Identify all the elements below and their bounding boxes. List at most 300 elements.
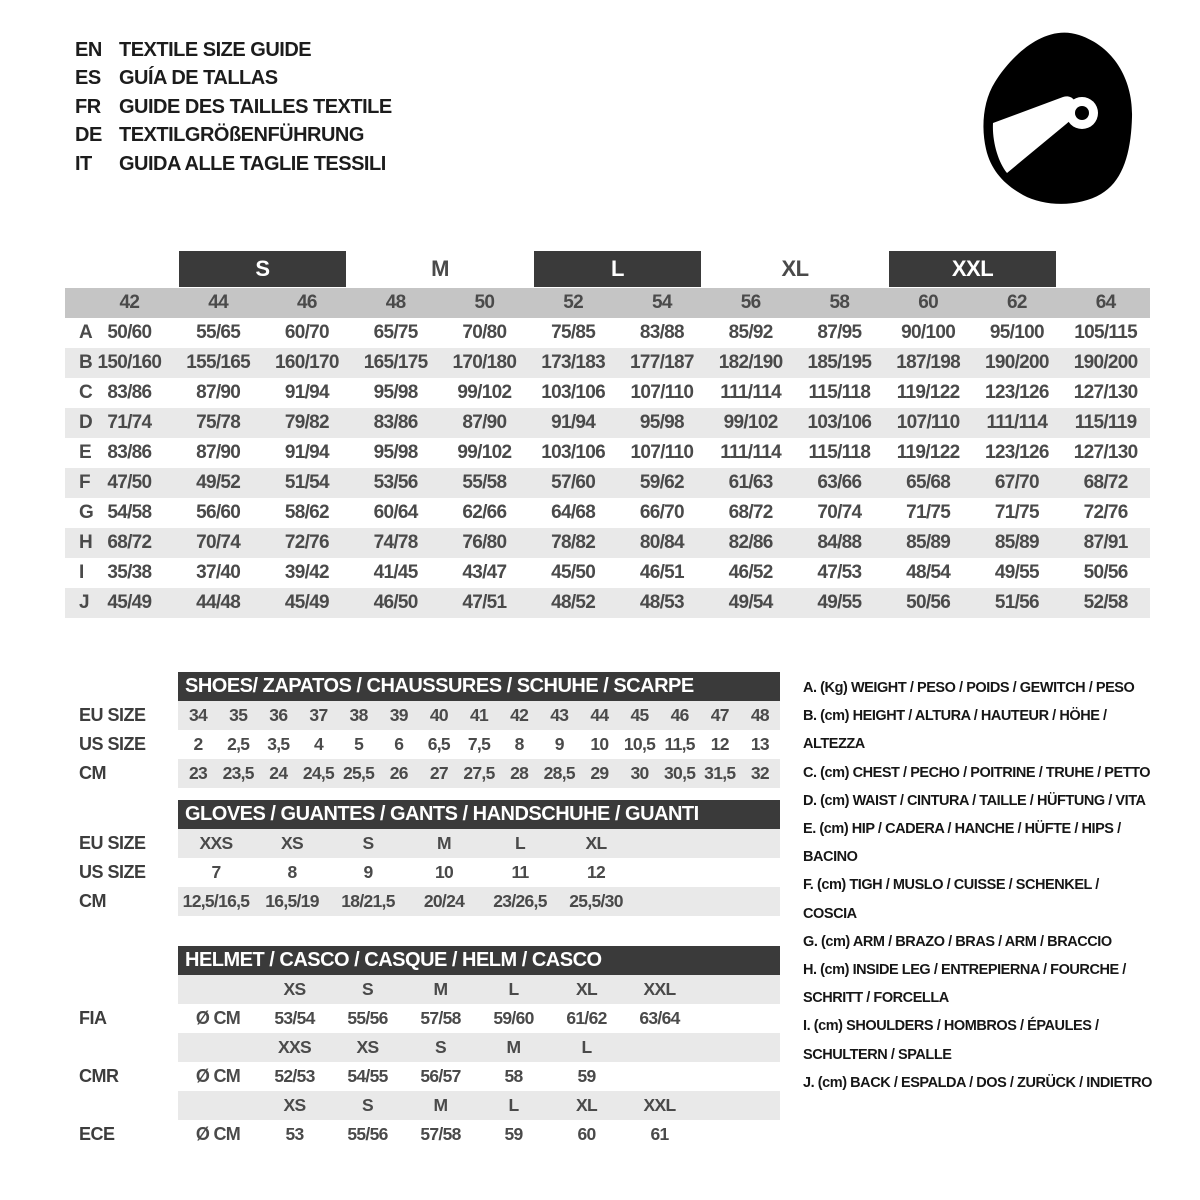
- size-value: 9: [554, 734, 564, 754]
- row-label: US SIZE: [79, 734, 146, 754]
- size-value: 36: [269, 705, 288, 725]
- size-value: L: [515, 833, 525, 853]
- gloves-row: [65, 887, 780, 916]
- numeric-size: 52: [563, 292, 583, 313]
- legend-item: F. (cm) TIGH / MUSLO / CUISSE / SCHENKEL / COSCIA: [803, 877, 1099, 922]
- size-value: 62/66: [462, 502, 507, 523]
- row-label: E: [79, 442, 91, 463]
- shoes-row: [65, 759, 780, 788]
- language-row: [75, 93, 392, 122]
- size-band-s: S: [179, 251, 347, 287]
- measurement-row-i: [65, 558, 1150, 588]
- size-value: 24: [269, 763, 288, 783]
- size-value: 95/98: [373, 382, 418, 403]
- size-value: 170/180: [452, 352, 517, 373]
- size-value: 83/86: [107, 382, 152, 403]
- helmet-size-label: M: [433, 979, 448, 999]
- size-value: 32: [750, 763, 769, 783]
- size-value: 24,5: [302, 763, 335, 783]
- size-value: 48/53: [639, 592, 684, 613]
- helmet-size-row: [65, 1091, 780, 1120]
- row-cells: [178, 1004, 780, 1033]
- legend-item: C. (cm) CHEST / PECHO / POITRINE / TRUHE / PETTO: [803, 764, 1151, 781]
- size-value: 85/92: [728, 322, 773, 343]
- shoes-table-rows: [65, 701, 780, 788]
- size-value: 7: [211, 862, 221, 882]
- numeric-size-row: [65, 288, 1150, 318]
- measurement-row-a: [65, 318, 1150, 348]
- size-value: 47/53: [817, 562, 862, 583]
- gloves-row: [65, 829, 780, 858]
- size-value: 56/60: [196, 502, 241, 523]
- diameter-unit: Ø CM: [195, 1124, 241, 1144]
- numeric-size: 46: [297, 292, 317, 313]
- size-value: 155/165: [186, 352, 251, 373]
- language-row: [75, 150, 392, 179]
- size-value: 48/54: [906, 562, 951, 583]
- diameter-unit: Ø CM: [195, 1066, 241, 1086]
- size-value: 2: [193, 734, 203, 754]
- size-value: 64/68: [551, 502, 596, 523]
- size-value: 105/115: [1074, 322, 1137, 343]
- size-value: 29: [590, 763, 609, 783]
- row-cells: [178, 975, 780, 1004]
- row-cells: [178, 1120, 780, 1149]
- size-value: 61/63: [728, 472, 773, 493]
- row-label: C: [79, 382, 93, 403]
- size-value: 35/38: [107, 562, 152, 583]
- size-value: 103/106: [541, 382, 606, 403]
- shoes-row: [65, 701, 780, 730]
- size-value: 34: [189, 705, 208, 725]
- measurement-row-j: [65, 588, 1150, 618]
- language-row: [75, 36, 392, 65]
- row-label: H: [79, 532, 93, 553]
- helmet-size-value: 57/58: [420, 1008, 461, 1028]
- row-cells: [178, 730, 780, 759]
- size-value: 55/58: [462, 472, 507, 493]
- language-code: IT: [75, 152, 92, 175]
- legend-item: E. (cm) HIP / CADERA / HANCHE / HÜFTE / HIPS / BACINO: [803, 821, 1121, 866]
- size-value: 119/122: [896, 382, 960, 403]
- size-value: 87/90: [196, 382, 241, 403]
- textile-size-table: [65, 250, 1150, 618]
- size-value: 45/49: [107, 592, 152, 613]
- size-value: 49/55: [817, 592, 862, 613]
- row-label: US SIZE: [79, 862, 146, 882]
- size-value: 53/56: [373, 472, 418, 493]
- size-value: XXS: [199, 833, 233, 853]
- guide-title: TEXTILE SIZE GUIDE: [119, 38, 312, 61]
- standard-label: ECE: [79, 1124, 115, 1144]
- size-value: 85/89: [994, 532, 1039, 553]
- size-value: 111/114: [720, 382, 781, 403]
- size-value: 75/85: [551, 322, 596, 343]
- size-value: 16,5/19: [265, 891, 319, 911]
- helmet-size-label: XXS: [278, 1037, 311, 1057]
- size-value: 103/106: [541, 442, 606, 463]
- size-value: 23,5: [222, 763, 254, 783]
- size-value: 9: [363, 862, 373, 882]
- helmet-size-value: 58: [504, 1066, 523, 1086]
- numeric-size: 58: [829, 292, 850, 313]
- helmet-size-value: 60: [577, 1124, 596, 1144]
- guide-title: GUIDA ALLE TAGLIE TESSILI: [119, 152, 386, 175]
- size-value: 95/98: [639, 412, 684, 433]
- size-value: 82/86: [728, 532, 773, 553]
- racing-helmet-icon: [975, 25, 1145, 210]
- size-value: 4: [313, 734, 323, 754]
- numeric-size: 60: [918, 292, 938, 313]
- size-value: 58/62: [284, 502, 329, 523]
- size-value: 91/94: [284, 442, 329, 463]
- size-value: 40: [429, 705, 448, 725]
- size-value: 10: [434, 862, 454, 882]
- size-value: 123/126: [984, 442, 1049, 463]
- size-value: 87/95: [817, 322, 862, 343]
- size-value: 72/76: [284, 532, 329, 553]
- helmet-size-label: S: [362, 979, 373, 999]
- helmet-size-label: L: [508, 979, 519, 999]
- helmet-size-value: 61/62: [566, 1008, 607, 1028]
- size-value: 72/76: [1083, 502, 1128, 523]
- size-value: 68/72: [1083, 472, 1128, 493]
- size-value: 83/88: [639, 322, 684, 343]
- size-value: 20/24: [423, 891, 465, 911]
- numeric-size: 62: [1007, 292, 1027, 313]
- size-value: 48: [750, 705, 769, 725]
- size-value: 12,5/16,5: [182, 891, 250, 911]
- size-value: 60/64: [373, 502, 418, 523]
- size-value: 65/68: [906, 472, 951, 493]
- size-value: 23/26,5: [493, 891, 547, 911]
- row-label: EU SIZE: [79, 705, 146, 725]
- numeric-size: 56: [740, 292, 761, 313]
- shoes-table-title: SHOES/ ZAPATOS / CHAUSSURES / SCHUHE / SCARPE: [178, 672, 780, 701]
- size-value: 75/78: [196, 412, 241, 433]
- size-value: 45/49: [284, 592, 329, 613]
- size-value: 12: [586, 862, 606, 882]
- size-value: 46/51: [639, 562, 684, 583]
- row-cells: [178, 1033, 780, 1062]
- size-value: 63/66: [817, 472, 862, 493]
- size-value: 71/75: [994, 502, 1039, 523]
- size-band-xl: XL: [781, 256, 809, 281]
- size-value: 38: [349, 705, 368, 725]
- helmet-size-label: M: [506, 1037, 521, 1057]
- size-value: 95/98: [373, 442, 418, 463]
- helmet-size-value: 57/58: [420, 1124, 461, 1144]
- size-value: 2,5: [227, 734, 250, 754]
- legend-item: I. (cm) SHOULDERS / HOMBROS / ÉPAULES / SCHULTERN / SPALLE: [803, 1018, 1099, 1063]
- size-value: 50/60: [107, 322, 152, 343]
- measurement-row-d: [65, 408, 1150, 438]
- size-value: 11: [511, 862, 529, 882]
- size-value: 26: [389, 763, 408, 783]
- size-band-m: M: [431, 256, 449, 281]
- size-value: 10,5: [623, 734, 656, 754]
- numeric-size: 50: [474, 292, 495, 313]
- row-cells: [178, 1091, 780, 1120]
- size-value: S: [362, 833, 374, 853]
- measurement-row-g: [65, 498, 1150, 528]
- size-value: 66/70: [639, 502, 684, 523]
- size-value: 85/89: [906, 532, 951, 553]
- size-value: 39: [389, 705, 408, 725]
- size-value: 37: [309, 705, 328, 725]
- size-value: 46: [670, 705, 689, 725]
- size-value: 187/198: [896, 352, 961, 373]
- size-value: 18/21,5: [341, 891, 395, 911]
- helmet-size-label: L: [581, 1037, 592, 1057]
- size-value: 68/72: [107, 532, 152, 553]
- size-value: 44/48: [196, 592, 241, 613]
- size-value: 60/70: [284, 322, 329, 343]
- size-value: 91/94: [551, 412, 596, 433]
- size-value: 46/50: [373, 592, 418, 613]
- helmet-size-label: XS: [356, 1037, 379, 1057]
- size-value: 5: [354, 734, 364, 754]
- size-value: 79/82: [284, 412, 329, 433]
- guide-title: TEXTILGRÖßENFÜHRUNG: [119, 124, 364, 147]
- size-value: 54/58: [107, 502, 152, 523]
- legend-item: D. (cm) WAIST / CINTURA / TAILLE / HÜFTUNG / VITA: [803, 792, 1146, 809]
- size-value: 103/106: [807, 412, 872, 433]
- helmet-size-value: 55/56: [347, 1124, 388, 1144]
- helmet-size-value: 59: [577, 1066, 596, 1086]
- size-value: 52/58: [1083, 592, 1128, 613]
- size-value: 49/55: [994, 562, 1039, 583]
- language-row: [75, 65, 392, 94]
- size-value: 47: [710, 705, 729, 725]
- size-value: 99/102: [457, 442, 512, 463]
- size-value: 70/80: [462, 322, 507, 343]
- gloves-table-rows: [65, 829, 780, 916]
- size-value: 84/88: [817, 532, 862, 553]
- measurement-row-e: [65, 438, 1150, 468]
- size-value: 46/52: [728, 562, 773, 583]
- helmet-size-value: 55/56: [347, 1008, 388, 1028]
- size-value: 25,5: [342, 763, 375, 783]
- size-value: 25,5/30: [569, 891, 623, 911]
- numeric-size: 42: [119, 292, 140, 313]
- numeric-size: 44: [208, 292, 228, 313]
- size-value: 8: [514, 734, 524, 754]
- size-value: 28: [510, 763, 529, 783]
- size-value: 49/54: [728, 592, 773, 613]
- size-value: 43: [550, 705, 569, 725]
- legend-item: H. (cm) INSIDE LEG / ENTREPIERNA / FOURCHE / SCHRITT / FORCELLA: [803, 962, 1126, 1007]
- helmet-size-value: 59: [504, 1124, 523, 1144]
- size-value: 115/118: [808, 382, 871, 403]
- size-value: 190/200: [984, 352, 1049, 373]
- size-value: 78/82: [551, 532, 596, 553]
- size-value: 83/86: [373, 412, 418, 433]
- size-value: 35: [229, 705, 248, 725]
- size-value: 47/51: [462, 592, 507, 613]
- size-value: 71/74: [107, 412, 152, 433]
- row-label: CM: [79, 763, 106, 783]
- size-value: 95/100: [989, 322, 1044, 343]
- guide-title: GUIDE DES TAILLES TEXTILE: [119, 95, 392, 118]
- shoes-size-table: [65, 672, 780, 788]
- numeric-size: 54: [652, 292, 672, 313]
- size-value: 28,5: [543, 763, 575, 783]
- size-value: 6: [394, 734, 404, 754]
- size-value: 47/50: [107, 472, 152, 493]
- helmet-size-row: [65, 975, 780, 1004]
- size-value: 41: [469, 705, 489, 725]
- numeric-size: 48: [385, 292, 406, 313]
- size-value: 49/52: [196, 472, 241, 493]
- size-value: 107/110: [630, 442, 694, 463]
- size-value: 59/62: [639, 472, 684, 493]
- size-value: 107/110: [630, 382, 694, 403]
- gloves-size-table: [65, 800, 780, 916]
- size-value: 127/130: [1073, 442, 1138, 463]
- size-band-l: L: [534, 251, 702, 287]
- measurement-row-f: [65, 468, 1150, 498]
- language-code: EN: [75, 38, 102, 61]
- language-code: FR: [75, 95, 101, 118]
- row-cells: [178, 1062, 780, 1091]
- size-value: 68/72: [728, 502, 773, 523]
- size-value: 42: [510, 705, 529, 725]
- row-label: G: [79, 502, 94, 523]
- language-title-list: [75, 36, 392, 179]
- helmet-size-value: 54/55: [347, 1066, 388, 1086]
- size-value: 119/122: [896, 442, 960, 463]
- row-label: A: [79, 322, 93, 343]
- helmet-size-value: 53: [285, 1124, 304, 1144]
- helmet-size-label: XS: [283, 1095, 306, 1115]
- row-cells: [178, 759, 780, 788]
- size-value: 67/70: [994, 472, 1039, 493]
- size-value: 111/114: [720, 442, 781, 463]
- size-value: 150/160: [97, 352, 162, 373]
- size-value: 99/102: [457, 382, 512, 403]
- guide-title: GUÍA DE TALLAS: [119, 67, 278, 90]
- size-value: 43/47: [462, 562, 507, 583]
- letter-size-band-row: [65, 250, 1150, 288]
- size-value: 87/90: [196, 442, 241, 463]
- helmet-size-label: XXL: [643, 979, 676, 999]
- size-value: 10: [590, 734, 609, 754]
- size-value: 74/78: [373, 532, 418, 553]
- size-value: 182/190: [718, 352, 783, 373]
- size-value: 87/90: [462, 412, 507, 433]
- size-value: 123/126: [984, 382, 1049, 403]
- row-label: B: [79, 352, 93, 373]
- helmet-size-label: S: [362, 1095, 373, 1115]
- numeric-size: 64: [1095, 292, 1116, 313]
- size-value: 30,5: [664, 763, 696, 783]
- row-label: CM: [79, 891, 106, 911]
- legend-item: G. (cm) ARM / BRAZO / BRAS / ARM / BRACCIO: [803, 933, 1112, 950]
- size-value: 190/200: [1073, 352, 1138, 373]
- helmet-size-label: S: [435, 1037, 446, 1057]
- size-value: 45/50: [551, 562, 596, 583]
- size-value: M: [437, 833, 451, 853]
- helmet-size-value: 61: [650, 1124, 669, 1144]
- size-value: 51/54: [284, 472, 329, 493]
- size-value: 3,5: [267, 734, 290, 754]
- size-value: 87/91: [1083, 532, 1128, 553]
- size-value: 30: [630, 763, 649, 783]
- size-value: 55/65: [196, 322, 241, 343]
- language-row: [75, 122, 392, 151]
- helmet-data-row: [65, 1120, 780, 1149]
- size-value: 23: [189, 763, 208, 783]
- size-value: 127/130: [1073, 382, 1138, 403]
- size-value: 91/94: [284, 382, 329, 403]
- language-code: DE: [75, 124, 102, 147]
- helmet-size-label: XL: [576, 979, 597, 999]
- legend-item: J. (cm) BACK / ESPALDA / DOS / ZURÜCK / INDIETRO: [803, 1074, 1152, 1091]
- size-value: 45: [630, 705, 649, 725]
- size-value: 83/86: [107, 442, 152, 463]
- row-label: J: [79, 592, 89, 613]
- helmet-size-value: 59/60: [493, 1008, 534, 1028]
- helmet-size-value: 63/64: [639, 1008, 680, 1028]
- helmet-table-rows: [65, 975, 780, 1149]
- size-value: 80/84: [639, 532, 684, 553]
- row-cells: [178, 829, 780, 858]
- size-value: 12: [710, 734, 729, 754]
- measurement-rows: [65, 318, 1150, 618]
- size-value: 27,5: [463, 763, 495, 783]
- size-value: 41/45: [373, 562, 418, 583]
- measurement-row-c: [65, 378, 1150, 408]
- measurement-row-h: [65, 528, 1150, 558]
- size-value: 76/80: [462, 532, 507, 553]
- helmet-size-label: XL: [576, 1095, 597, 1115]
- standard-label: FIA: [79, 1008, 107, 1028]
- helmet-size-table: [65, 946, 780, 1149]
- row-cells: [178, 887, 780, 916]
- size-value: 65/75: [373, 322, 418, 343]
- helmet-size-value: 56/57: [420, 1066, 461, 1086]
- size-value: XL: [585, 833, 607, 853]
- size-value: 6,5: [427, 734, 450, 754]
- measurement-row-b: [65, 348, 1150, 378]
- row-cells: [178, 701, 780, 730]
- size-value: 48/52: [551, 592, 596, 613]
- helmet-size-label: XXL: [643, 1095, 676, 1115]
- row-label: EU SIZE: [79, 833, 146, 853]
- size-value: 51/56: [994, 592, 1039, 613]
- size-value: 185/195: [807, 352, 872, 373]
- size-value: 50/56: [906, 592, 951, 613]
- legend-item: B. (cm) HEIGHT / ALTURA / HAUTEUR / HÖHE / ALTEZZA: [803, 708, 1107, 753]
- size-value: 177/187: [629, 352, 694, 373]
- shoes-row: [65, 730, 780, 759]
- size-value: 31,5: [704, 763, 736, 783]
- helmet-size-row: [65, 1033, 780, 1062]
- size-value: XS: [281, 833, 303, 853]
- size-value: 71/75: [906, 502, 951, 523]
- standard-label: CMR: [79, 1066, 119, 1086]
- size-value: 115/119: [1074, 412, 1137, 433]
- size-value: 11,5: [664, 734, 695, 754]
- helmet-size-label: M: [433, 1095, 448, 1115]
- measurement-legend: [803, 674, 1155, 1097]
- size-value: 160/170: [274, 352, 339, 373]
- helmet-table-title: HELMET / CASCO / CASQUE / HELM / CASCO: [178, 946, 780, 975]
- size-band-xxl: XXL: [889, 251, 1057, 287]
- size-value: 44: [590, 705, 609, 725]
- size-value: 7,5: [467, 734, 491, 754]
